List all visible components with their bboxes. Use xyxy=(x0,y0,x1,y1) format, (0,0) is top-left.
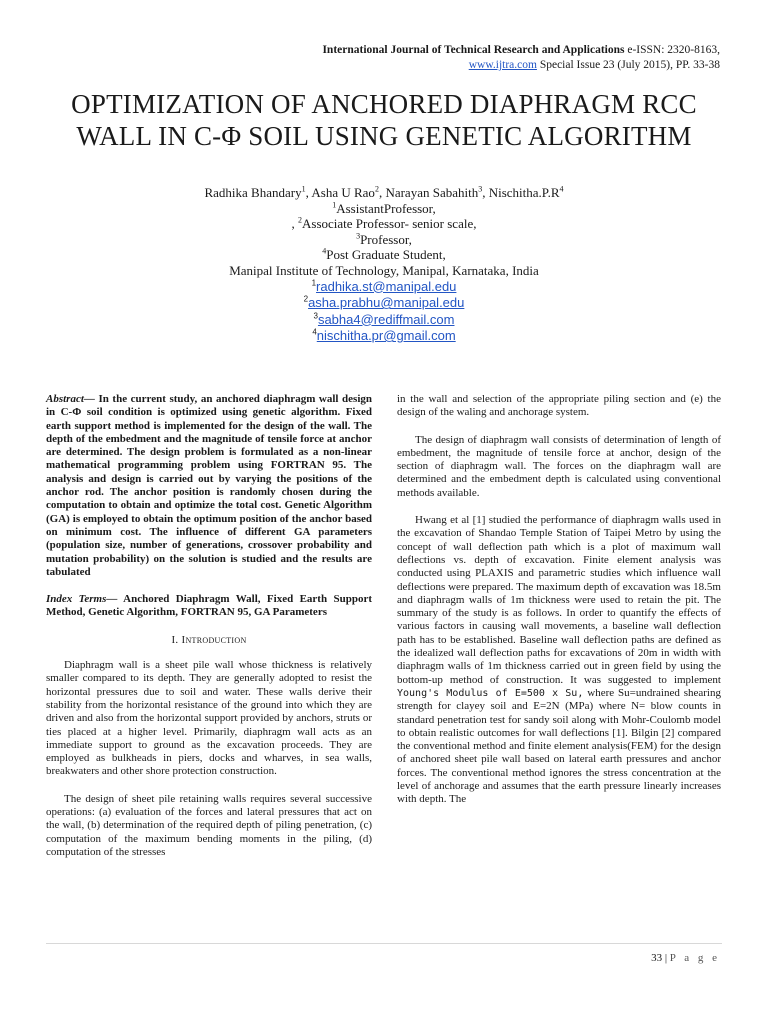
email-link[interactable]: nischitha.pr@gmail.com xyxy=(316,328,456,344)
email-link[interactable]: radhika.st@manipal.edu xyxy=(316,278,457,294)
section-number: I. xyxy=(171,633,182,646)
index-terms-text: Anchored Diaphragm Wall, Fixed Earth Support Method, Genetic Algorithm, FORTRAN 95, GA Parameters xyxy=(46,593,372,619)
author-sup: 2 xyxy=(374,184,379,194)
body-paragraph: The design of diaphragm wall consists of determination of length of embedment, the magnitude of tensile force at anchor, design of the section of diaphragm wall. The forces on the diaphragm wall are determined and the embedment depth is calculated using conventional methods available. xyxy=(397,433,721,499)
page-footer xyxy=(651,952,720,964)
journal-header xyxy=(160,43,720,73)
body-paragraph: The design of sheet pile retaining walls requires several successive operations: (a) evaluation of the forces and lateral pressures that act on the wall, (b) determination of the required depth of piling penetration, (c) computation of the maximum bending moments in the piling, (d) computation of the stresses xyxy=(46,792,372,858)
affiliation-text: Post Graduate Student, xyxy=(326,247,446,263)
affiliation-text: Associate Professor- senior scale, xyxy=(302,216,477,232)
abstract xyxy=(46,393,372,579)
email-link[interactable]: sabha4@rediffmail.com xyxy=(317,311,455,327)
email-link[interactable]: asha.prabhu@manipal.edu xyxy=(308,295,465,311)
author-sup: 4 xyxy=(559,184,564,194)
formula-text: Young's Modulus of E=500 x Su, xyxy=(397,687,584,699)
affiliation-line xyxy=(84,232,684,248)
abstract-label: Abstract— xyxy=(46,393,95,405)
affiliation-text: AssistantProfessor, xyxy=(336,200,436,216)
journal-header-line-1 xyxy=(160,43,720,58)
journal-issue: Special Issue 23 (July 2015), PP. 33-38 xyxy=(536,59,720,71)
paper-title: OPTIMIZATION OF ANCHORED DIAPHRAGM RCC WALL IN C-Φ SOIL USING GENETIC ALGORITHM xyxy=(71,89,697,151)
email-line-3 xyxy=(84,312,684,329)
section-title: Introduction xyxy=(181,633,247,646)
author-name: , Narayan Sabahith xyxy=(378,185,479,200)
author-name: Radhika Bhandary xyxy=(204,185,302,200)
affiliation-prefix: , xyxy=(291,216,299,232)
affiliation-line xyxy=(84,216,684,232)
journal-header-line-2 xyxy=(160,58,720,73)
footer-rule xyxy=(46,943,722,944)
abstract-text: In the current study, an anchored diaphragm wall design in C-Φ soil condition is optimized using genetic algorithm. Fixed earth support method is implemented for the design of the wall. The depth of the embedment and the magnitude of tensile force at anchor are determined. The design problem is formulated as a non-linear mathematical programming problem using FORTRAN 95. The analysis and design is carried out by varying the positions of the anchor rod. The anchor position is randomly chosen during the computation to obtain and optimize the total cost. Genetic Algorithm (GA) is employed to obtain the optimum position of the anchor based on minimum cost. The influence of different GA parameters (population size, number of generations, crossover probability and mutation probability) on the solution is studied and the results are tabulated xyxy=(46,393,372,578)
left-column xyxy=(46,393,372,859)
email-sup: 2 xyxy=(303,294,309,304)
journal-issn: e-ISSN: 2320-8163, xyxy=(624,44,720,56)
affiliation-text: Professor, xyxy=(360,231,412,247)
section-heading-introduction xyxy=(46,634,372,647)
page-separator: | xyxy=(662,952,670,964)
author-name: , Asha U Rao xyxy=(305,185,375,200)
affiliation-sup: 3 xyxy=(356,231,361,241)
authors-block xyxy=(84,185,684,345)
email-line-2 xyxy=(84,295,684,312)
author-list xyxy=(84,185,684,201)
author-sup: 1 xyxy=(301,184,306,194)
index-terms-label: Index Terms— xyxy=(46,593,118,606)
paragraph-text: where Su=undrained shearing strength for clayey soil and E=2N (MPa) where N= blow counts in standard penetration test for sandy soil along with Mohr-Coulomb model to obtain realistic outcomes for wall deflections [1]. Bilgin [2] compared the conventional method and finite element analysis(FEM) for the design of anchored sheet pile wall based on lateral earth pressures and anchor forces. The conventional method ignores the stress concentration at the level of anchorage and assumes that the earth pressure linearly increases with depth. The xyxy=(397,686,721,806)
journal-website-link[interactable]: www.ijtra.com xyxy=(468,59,537,71)
affiliation-sup: 2 xyxy=(298,215,303,225)
body-paragraph: in the wall and selection of the appropriate piling section and (e) the design of the waling and anchorage system. xyxy=(397,393,721,419)
email-line-4 xyxy=(84,328,684,345)
page-number: 33 xyxy=(651,952,663,964)
body-paragraph: Diaphragm wall is a sheet pile wall whose thickness is relatively smaller compared to its depth. They are generally adopted to resist the horizontal pressures due to soil and water. These walls derive their stability from the horizontal resistance of the ground into which they are driven and also from the horizontal support provided by anchors, struts or ties placed at a higher level. Primarily, diaphragm wall acts as an immediate support to ground as the excavation proceeds. They are employed as bulkheads in piers, docks and wharves, in sea walls, breakwaters and other shore protection construction. xyxy=(46,659,372,778)
affiliation-line xyxy=(84,247,684,263)
page-label: P a g e xyxy=(669,952,720,964)
author-name: , Nischitha.P.R xyxy=(482,185,560,200)
affiliation-sup: 1 xyxy=(332,200,337,210)
email-sup: 4 xyxy=(312,327,317,337)
email-line-1 xyxy=(84,279,684,296)
body-paragraph xyxy=(397,514,721,807)
affiliation-sup: 4 xyxy=(322,247,327,257)
email-sup: 1 xyxy=(311,278,317,288)
institute-line: Manipal Institute of Technology, Manipal, Karnataka, India xyxy=(229,262,539,278)
index-terms xyxy=(46,593,372,620)
paragraph-text: Hwang et al [1] studied the performance of diaphragm walls used in the excavation of Shandao Temple Station of Taipei Metro by using the concept of wall deflection path which is a plot of maximum wall deflections vs. depth of excavation. Finite element analysis was conducted using PLAXIS and parametric studies which influence wall deflections were prepared. The maximum depth of excavation was 18.5m and diaphragm walls of 1m thickness were used to retain the pit. The summary of the study is as follows. In order to quantify the effects of various factors in causing wall movements, a baseline wall deflection path has to be established. Baseline wall deflection paths are defined as the idealized wall deflection paths for excavations of 20m in width with diaphragm walls of 1m thickness carried out in green field by using the bottom-up method of construction. It was suggested to implement xyxy=(397,514,721,686)
author-sup: 3 xyxy=(478,184,483,194)
affiliation-line xyxy=(84,201,684,217)
right-column xyxy=(397,393,721,807)
email-sup: 3 xyxy=(313,311,318,321)
journal-name: International Journal of Technical Research and Applications xyxy=(322,44,625,56)
